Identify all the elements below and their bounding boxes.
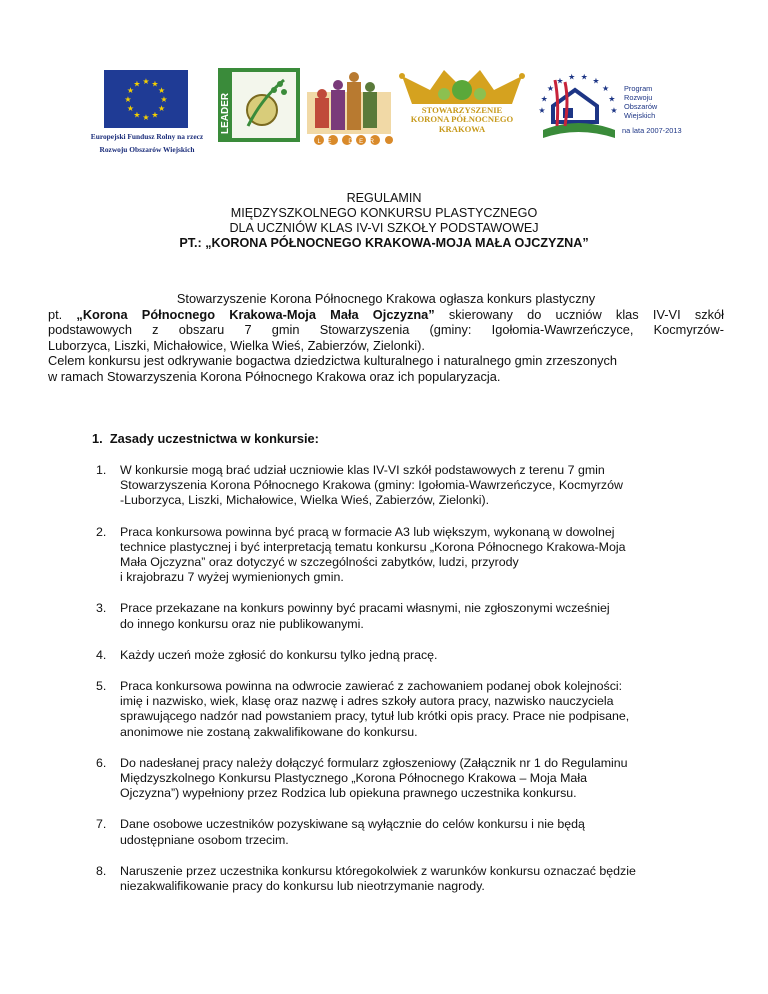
eu-flag-icon xyxy=(104,70,188,128)
rule-text-line: Stowarzyszenia Korona Północnego Krakowa (gminy: Igołomia-Wawrzeńczyce, Kocmyrzów xyxy=(120,478,623,493)
rule-text-line: Mała Ojczyzna” oraz dotyczyć w szczególności zabytków, ludzi, przyrody xyxy=(120,555,519,570)
title-line2: MIĘDZYSZKOLNEGO KONKURSU PLASTYCZNEGO xyxy=(230,206,538,220)
eu-caption-line2: Rozwoju Obszarów Wiejskich xyxy=(99,145,195,154)
rule-number: 2. xyxy=(96,524,107,539)
rule-number: 4. xyxy=(96,647,107,662)
eu-star-icon: ★ xyxy=(142,113,150,122)
rule-text-line: Praca konkursowa powinna być pracą w formacie A3 lub większym, wykonaną w dowolnej xyxy=(120,524,615,539)
eu-star-icon: ★ xyxy=(158,104,166,113)
prow-star-icon: ★ xyxy=(568,72,576,82)
eu-star-icon: ★ xyxy=(133,110,141,120)
eu-star-icon: ★ xyxy=(151,79,159,89)
eu-caption-line1: Europejski Fundusz Rolny na rzecz xyxy=(90,132,204,141)
rule-text-line: do innego konkursu oraz nie publikowanymi. xyxy=(120,616,364,631)
prow-star-icon: ★ xyxy=(608,94,616,104)
prow-caption xyxy=(624,84,714,120)
eu-star-icon: ★ xyxy=(160,95,168,104)
prow-caption-line2: Rozwoju xyxy=(624,93,653,102)
rule-text-line: -Luborzyca, Liszki, Michałowice, Wielka Wieś, Zabierzów, Zielonki). xyxy=(120,493,490,508)
intro-paragraph xyxy=(48,291,724,385)
prow-star-icon: ★ xyxy=(592,76,600,86)
section-heading xyxy=(92,431,319,446)
eu-star-icon: ★ xyxy=(158,86,166,95)
section-title: Zasady uczestnictwa w konkursie: xyxy=(109,431,319,446)
rule-item xyxy=(96,601,736,631)
rule-text-line: udostępniane osobom trzecim. xyxy=(120,832,289,847)
intro-line2-pre: pt. xyxy=(48,306,77,322)
korona-caption-line3: KRAKOWA xyxy=(438,123,486,134)
rule-text-line: niezakwalifikowanie pracy do konkursu lub nieotrzymanie nagrody. xyxy=(120,879,485,894)
prow-star-icon: ★ xyxy=(538,106,546,115)
section-number: 1. xyxy=(92,431,103,446)
intro-line1: Stowarzyszenie Korona Północnego Krakowa ogłasza konkurs plastyczny xyxy=(176,291,596,306)
contest-name: „Korona Północnego Krakowa-Moja Mała Ojczyzna” xyxy=(76,306,435,322)
korona-caption xyxy=(392,106,532,134)
eu-logo xyxy=(82,70,212,154)
logo-strip xyxy=(0,60,768,160)
prow-star-icon: ★ xyxy=(556,76,564,86)
rule-text-line: Ojczyzna”) wypełniony przez Rodzica lub opiekuna prawnego uczestnika konkursu. xyxy=(120,786,577,801)
rule-text-line: W konkursie mogą brać udział uczniowie klas IV-VI szkół podstawowych z terenu 7 gmin xyxy=(120,463,605,477)
rule-text-line: Praca konkursowa powinna na odwrocie zawierać z zachowaniem podanej obok kolejności: xyxy=(120,679,623,694)
eu-star-icon: ★ xyxy=(133,79,141,89)
prow-caption-line4: Wiejskich xyxy=(624,111,656,120)
prow-star-icon: ★ xyxy=(601,84,610,94)
rule-text-line: i krajobrazu 7 wyżej wymienionych gmin. xyxy=(120,570,344,585)
title-line1: REGULAMIN xyxy=(346,191,422,205)
intro-line2-post: skierowany do uczniów klas IV-VI szkół xyxy=(434,306,724,322)
rule-text-line: Do nadesłanej pracy należy dołączyć formularz zgłoszeniowy (Załącznik nr 1 do Regulaminu xyxy=(120,755,628,770)
prow-caption-line3: Obszarów xyxy=(624,102,658,111)
rule-number: 5. xyxy=(96,679,107,694)
prow-star-icon: ★ xyxy=(610,106,618,115)
rule-item xyxy=(96,525,736,586)
korona-caption-line2: KORONA PÓŁNOCNEGO xyxy=(410,114,514,125)
rule-text-line: imię i nazwisko, wiek, klasę oraz nazwę i adres szkoły autora pracy, nazwisko nauczyciela xyxy=(120,694,614,709)
intro-line6: w ramach Stowarzyszenia Korona Północnego Krakowa oraz ich popularyzacja. xyxy=(48,368,501,384)
rule-item xyxy=(96,679,736,740)
leader-people-logo-text: LEADER xyxy=(317,139,381,145)
intro-line2 xyxy=(48,307,724,323)
eu-star-icon: ★ xyxy=(151,110,159,120)
rule-item xyxy=(96,756,736,802)
rule-item xyxy=(96,817,736,847)
korona-caption-line1: STOWARZYSZENIE xyxy=(421,105,503,115)
rule-number: 6. xyxy=(96,755,107,770)
rule-text-line: Każdy uczeń może zgłosić do konkursu tylko jedną pracę. xyxy=(120,647,438,662)
rule-text-line: technice plastycznej i być interpretacją tematu konkursu „Korona Północnego Krakowa-Moja xyxy=(120,539,626,554)
intro-line5: Celem konkursu jest odkrywanie bogactwa dziedzictwa kulturalnego i naturalnego gmin zrzeszonych xyxy=(48,353,618,369)
rule-item xyxy=(96,864,736,894)
rules-list xyxy=(96,463,736,910)
document-title xyxy=(0,191,768,251)
intro-line3: podstawowych z obszaru 7 gmin Stowarzyszenia (gminy: Igołomia-Wawrzeńczyce, Kocmyrzów- xyxy=(48,322,724,338)
eu-star-icon: ★ xyxy=(142,77,150,86)
eu-star-icon: ★ xyxy=(126,104,134,113)
eu-star-icon: ★ xyxy=(126,86,134,95)
leader-logo-text: LEADER xyxy=(220,92,231,134)
leader-logo xyxy=(218,68,300,142)
prow-caption-line1: Program xyxy=(624,84,653,93)
rule-text-line: Naruszenie przez uczestnika konkursu któregokolwiek z warunków konkursu oznaczać będzie xyxy=(120,863,636,878)
rule-text-line: sprawującego nadzór nad powstaniem pracy, tytuł lub krótki opis pracy. Prace nie podpisane, xyxy=(120,709,630,724)
title-line3: DLA UCZNIÓW KLAS IV-VI SZKOŁY PODSTAWOWEJ xyxy=(229,221,539,235)
rule-number: 3. xyxy=(96,601,107,616)
rule-number: 7. xyxy=(96,817,107,832)
rule-text-line: Prace przekazane na konkurs powinny być pracami własnymi, nie zgłoszonymi wcześniej xyxy=(120,601,610,616)
eu-star-icon: ★ xyxy=(124,95,132,104)
rule-item xyxy=(96,463,736,509)
prow-star-icon: ★ xyxy=(540,94,548,104)
rule-number: 8. xyxy=(96,863,107,878)
rule-text-line: Dane osobowe uczestników pozyskiwane są wyłącznie do celów konkursu i nie będą xyxy=(120,817,585,832)
intro-line4: Luborzyca, Liszki, Michałowice, Wielka Wieś, Zabierzów, Zielonki). xyxy=(48,337,425,353)
leader-people-logo xyxy=(305,72,393,148)
rule-item xyxy=(96,648,736,663)
rule-number: 1. xyxy=(96,463,107,477)
title-line4: PT.: „KORONA PÓŁNOCNEGO KRAKOWA-MOJA MAŁA OJCZYZNA” xyxy=(179,236,589,250)
rule-text-line: anonimowe nie zostaną zakwalifikowane do konkursu. xyxy=(120,724,418,739)
prow-star-icon: ★ xyxy=(546,84,555,94)
prow-star-icon: ★ xyxy=(580,72,588,82)
prow-years: na lata 2007-2013 xyxy=(622,126,682,135)
rule-text-line: Międzyszkolnego Konkursu Plastycznego „Korona Północnego Krakowa – Moja Mała xyxy=(120,771,587,786)
prow-logo xyxy=(535,70,621,146)
korona-logo xyxy=(392,68,532,152)
